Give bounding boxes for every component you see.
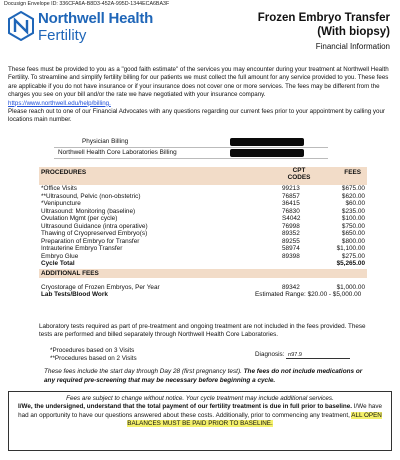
- cycle-total-row: [39, 260, 367, 268]
- fee-cpt: 36415: [282, 200, 300, 207]
- fee-cpt: 89398: [282, 252, 300, 260]
- intro-section: [8, 66, 392, 125]
- redacted-phone: [230, 149, 304, 157]
- terms-opportunity: I/We have had an opportunity to have our questions answered about these costs. Additionally, prior to commencing any treatment,: [18, 403, 382, 419]
- additional-fees-label: ADDITIONAL FEES: [41, 269, 99, 277]
- fee-row: [39, 253, 367, 261]
- fee-procedure: Ovulation Mgmt (per cycle): [41, 215, 118, 222]
- fee-row: [39, 208, 367, 216]
- fee-row: [39, 223, 367, 231]
- fee-procedure: Intrauterine Embryo Transfer: [41, 245, 123, 252]
- fee-amount: $800.00: [341, 237, 365, 245]
- fee-cpt: 89352: [282, 230, 300, 237]
- fee-procedure: *Office Visits: [41, 185, 77, 192]
- fee-row: [39, 230, 367, 238]
- lab-tests-procedure: Lab Tests/Blood Work: [41, 291, 108, 298]
- fees-note-part1: These fees include the start day through Day 28 (first pregnancy test).: [44, 368, 242, 375]
- cycle-total-label: Cycle Total: [41, 260, 75, 267]
- fee-row: [39, 185, 367, 193]
- northwell-logo: [8, 10, 188, 50]
- header-procedures: PROCEDURES: [41, 169, 87, 176]
- cryostorage-procedure: Cryostorage of Frozen Embryos, Per Year: [41, 283, 160, 291]
- fee-cpt: 99213: [282, 185, 300, 192]
- procedures-note-line: *Procedures based on 3 Visits: [50, 347, 135, 354]
- fee-amount: $1,100.00: [336, 245, 365, 252]
- billing-row: [54, 148, 328, 159]
- fee-procedure: Preparation of Embryo for Transfer: [41, 237, 140, 245]
- cryostorage-fee: $1,000.00: [336, 283, 365, 291]
- payment-terms-box: [8, 391, 392, 451]
- billing-contacts: [54, 137, 328, 159]
- fee-row: [39, 200, 367, 208]
- intro-paragraph: These fees must be provided to you as a "good faith estimate" of the services you may encounter during your treatment at Northwell Health Fertility. To streamline and simplify fertility billing for our patients we must collect the full amount for any service provided to you. These fees are applicable if you do not have insurance or if your insurance does not cover one or more services. The fees may be different from the charges you see on your bill and/or the rate we have negotiated with your insurance company.: [8, 66, 389, 99]
- fee-cpt: S4042: [282, 215, 301, 222]
- fees-note-part2: The fees do not include medications or any required pre-screening that may be necessary before beginning a cycle.: [44, 368, 363, 384]
- additional-fees-header: [39, 269, 367, 278]
- fee-procedure: Ultrasound: Monitoring (baseline): [41, 207, 136, 215]
- fee-amount: $275.00: [341, 252, 365, 260]
- cryostorage-cpt: 89342: [282, 283, 300, 291]
- fee-rows: [39, 185, 367, 260]
- brand-name: Northwell Health: [38, 10, 154, 27]
- fee-procedure: Embryo Glue: [41, 252, 79, 260]
- fees-table: [39, 167, 367, 299]
- fee-procedure: **Ultrasound, Pelvic (non-obstetric): [41, 192, 141, 200]
- fee-amount: $235.00: [341, 207, 365, 215]
- fee-procedure: Ultrasound Guidance (intra operative): [41, 222, 148, 230]
- fee-cpt: 58974: [282, 245, 300, 252]
- lab-tests-range: Estimated Range: $20.00 - $5,000.00: [255, 291, 362, 298]
- terms-open-balances: ALL OPEN BALANCES MUST BE PAID PRIOR TO BASELINE.: [127, 411, 382, 428]
- redacted-phone: [230, 138, 304, 146]
- cryostorage-row: [39, 284, 367, 292]
- billing-row: [54, 137, 328, 148]
- fee-row: [39, 193, 367, 201]
- fees-header-row: [39, 167, 367, 185]
- fee-row: [39, 245, 367, 253]
- billing-help-link[interactable]: https://www.northwell.edu/help/billing.: [8, 99, 111, 107]
- title-line1: Frozen Embryo Transfer: [257, 12, 390, 24]
- title-line3: Financial Information: [315, 42, 390, 51]
- brand-subname: Fertility: [38, 27, 87, 44]
- northwell-logo-icon: [8, 11, 34, 41]
- billing-label: Northwell Health Core Laboratories Billing: [58, 149, 177, 156]
- cycle-total-value: $5,265.00: [336, 260, 365, 267]
- fee-cpt: 76830: [282, 207, 300, 215]
- envelope-id: Docusign Envelope ID: 336CFA6A-B8D3-452A-995D-1344ECA6BA3F: [4, 1, 170, 7]
- fee-amount: $650.00: [341, 230, 365, 237]
- diagnosis-field[interactable]: n97.9: [286, 352, 350, 359]
- fee-amount: $60.00: [345, 200, 365, 207]
- header-fees: FEES: [344, 169, 361, 176]
- intro-contact-paragraph: Please reach out to one of our Financial Advocates with any questions regarding our current fees prior to your appointment by calling your locations main number.: [8, 108, 385, 124]
- diagnosis-label: Diagnosis:: [255, 351, 285, 358]
- fee-amount: $750.00: [341, 222, 365, 230]
- fee-amount: $620.00: [341, 192, 365, 200]
- fee-cpt: 89255: [282, 237, 300, 245]
- billing-label: Physician Billing: [82, 138, 129, 145]
- fee-cpt: 76857: [282, 192, 300, 200]
- lab-tests-row: [39, 291, 367, 299]
- fee-row: [39, 238, 367, 246]
- fee-amount: $100.00: [341, 215, 365, 222]
- header-cpt: CPT CODES: [287, 167, 311, 181]
- fees-note: [44, 368, 366, 385]
- lab-tests-text: Laboratory tests required as part of pre-treatment and ongoing treatment are not included in the fees provided. These tests are performed and billed separately through Northwell Health Core Laboratories.: [39, 323, 366, 339]
- terms-payment-due: I/We, the undersigned, understand that the total payment of our fertility treatment is due in full prior to baseline.: [17, 403, 352, 411]
- fee-cpt: 76998: [282, 222, 300, 230]
- fee-row: [39, 215, 367, 223]
- procedures-note: [50, 347, 137, 363]
- terms-change-notice: Fees are subject to change without notice. Your cycle treatment may include additional services.: [66, 395, 334, 402]
- title-line2: (With biopsy): [317, 26, 390, 38]
- diagnosis: [255, 351, 350, 359]
- fee-procedure: *Venipuncture: [41, 200, 81, 207]
- fee-amount: $675.00: [341, 185, 365, 192]
- fee-procedure: Thawing of Cryopreserved Embryo(s): [41, 230, 148, 237]
- document-title: [258, 11, 390, 53]
- procedures-note-line: **Procedures based on 2 Visits: [50, 355, 137, 362]
